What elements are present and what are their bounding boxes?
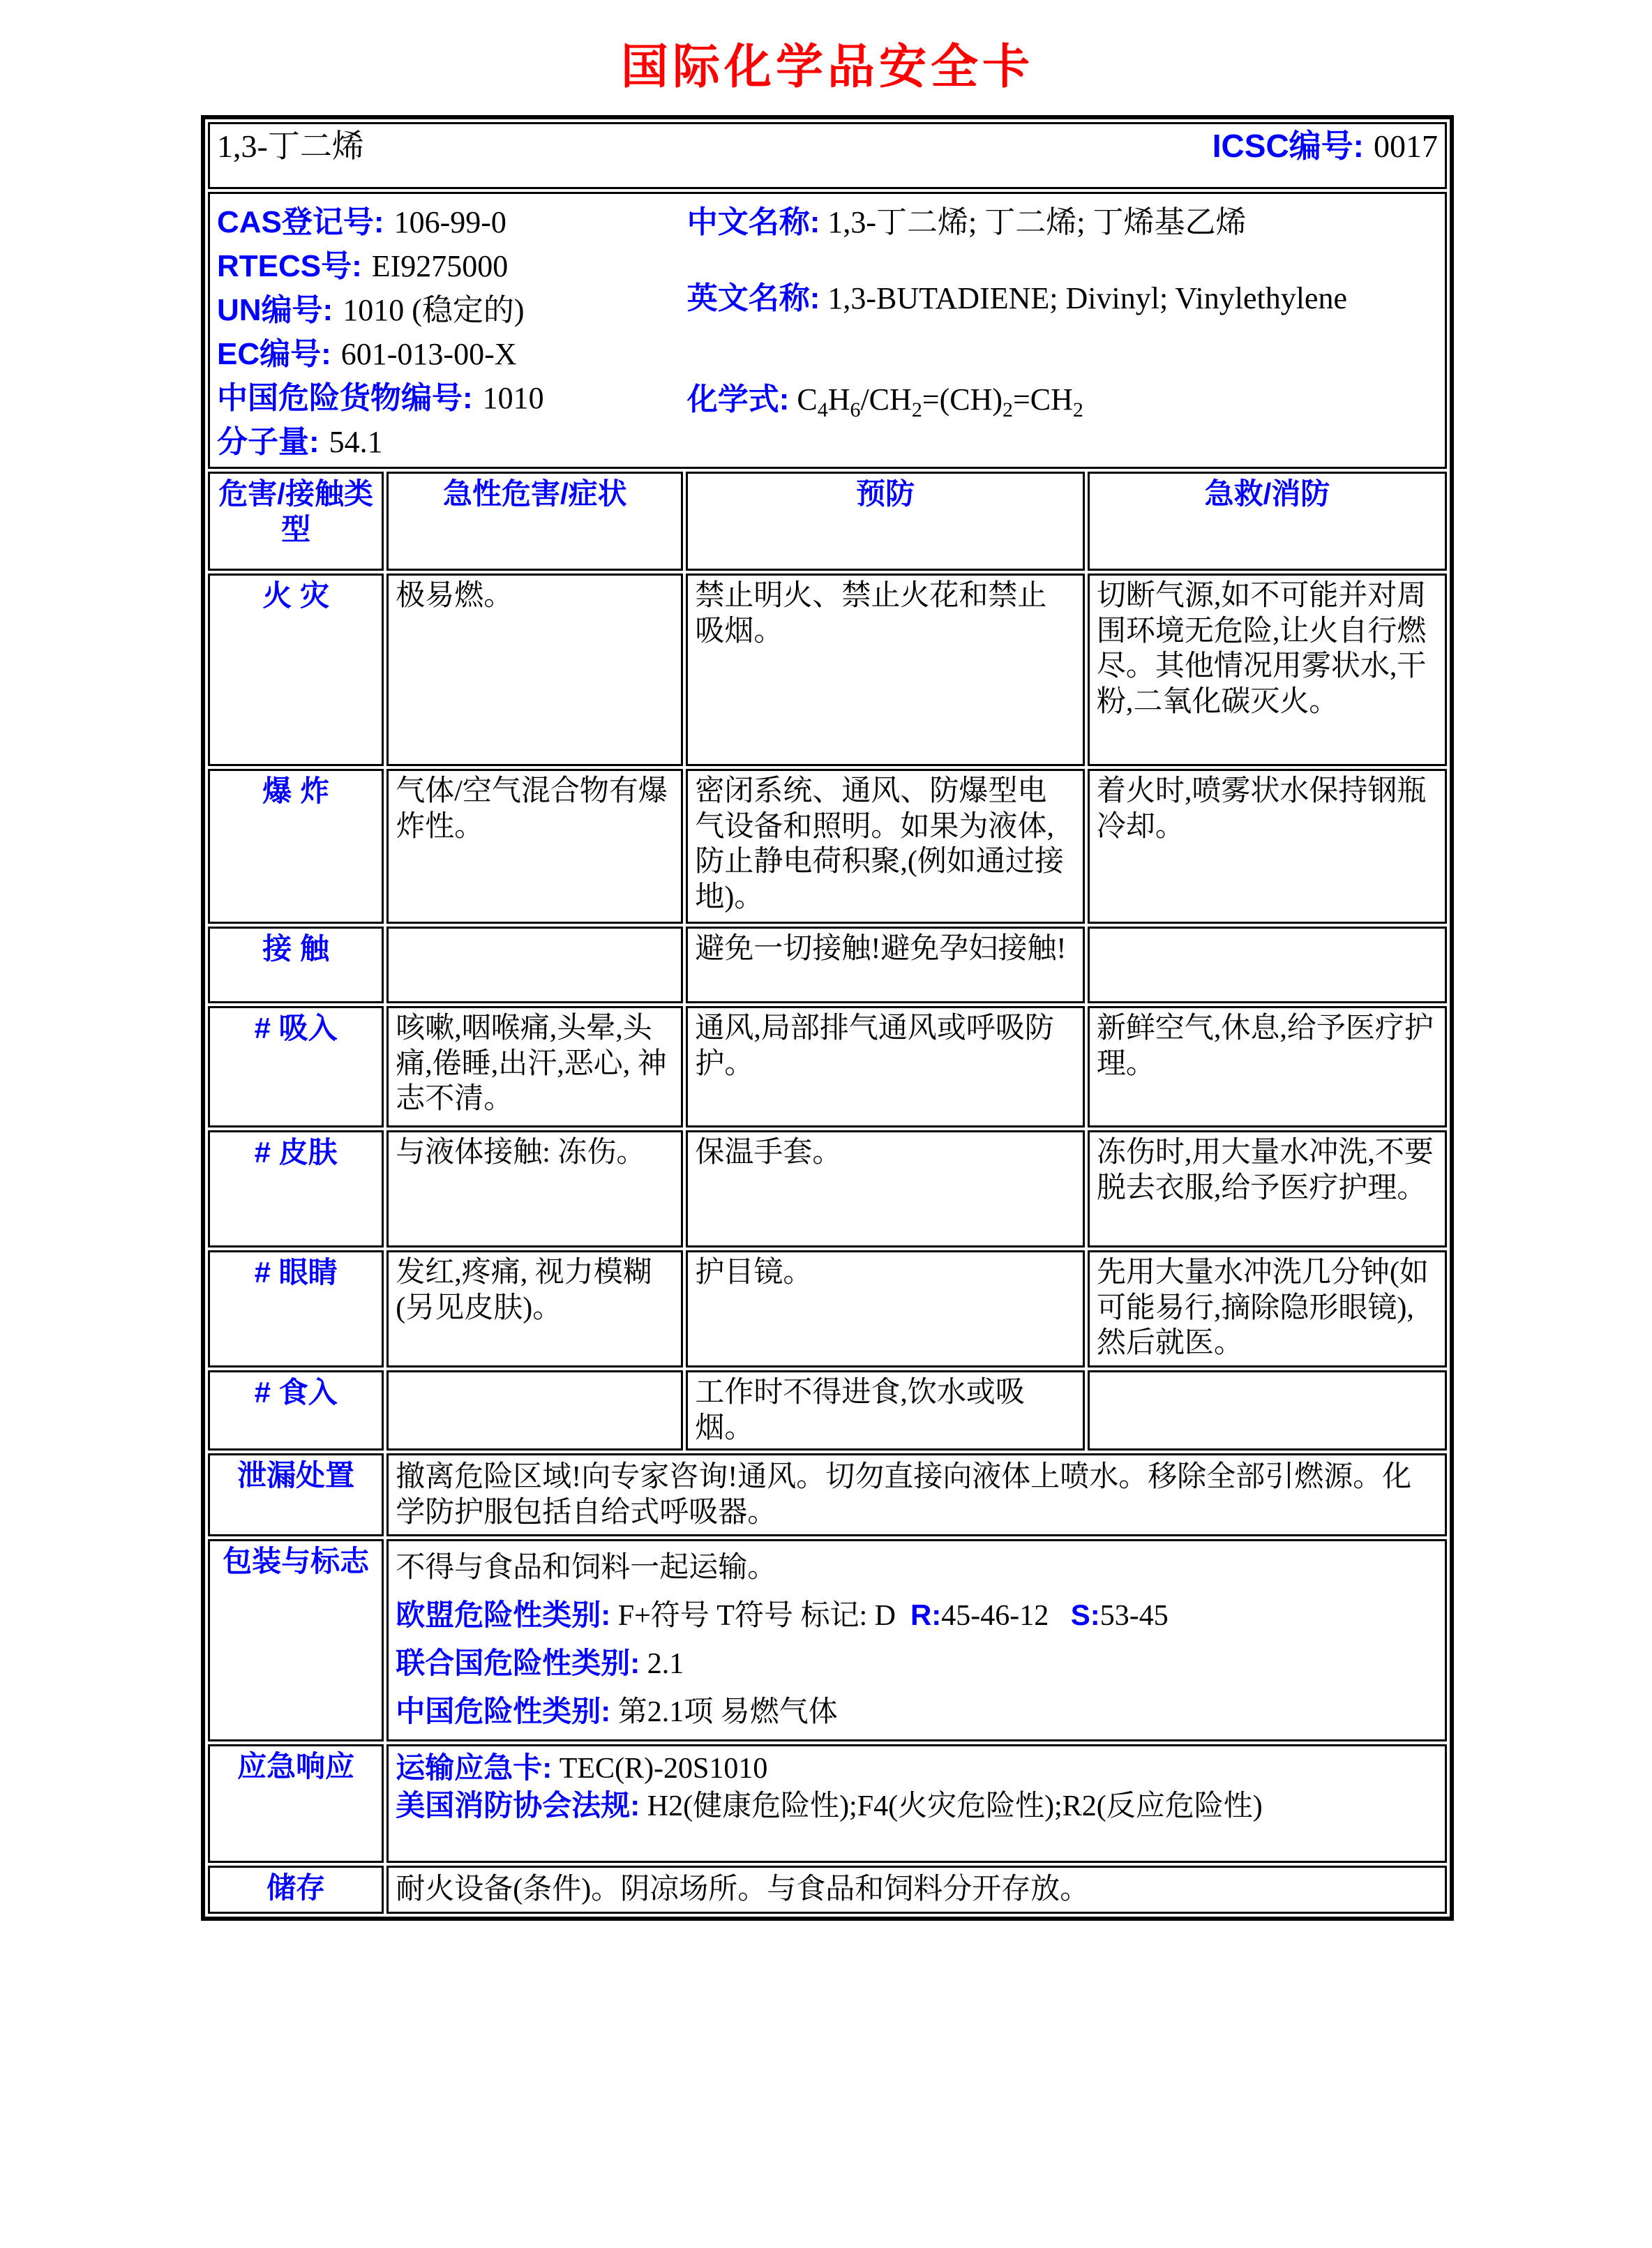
molweight-label: 分子量: (217, 424, 320, 459)
explosion-label: 爆 炸 (208, 769, 384, 924)
row-spill-disposal (208, 1453, 1447, 1536)
exposure-prevention: 避免一切接触!避免孕妇接触! (686, 927, 1085, 1003)
row-eyes (208, 1250, 1447, 1367)
ingestion-firstaid (1088, 1370, 1447, 1451)
inhalation-symptoms: 咳嗽,咽喉痛,头晕,头痛,倦睡,出汗,恶心, 神志不清。 (386, 1006, 683, 1127)
header-firstaid-firefighting: 急救/消防 (1088, 472, 1447, 571)
fire-symptoms: 极易燃。 (386, 574, 683, 766)
row-inhalation (208, 1006, 1447, 1127)
un-value: 1010 (稳定的) (343, 292, 525, 327)
english-name-label: 英文名称: (686, 280, 820, 315)
ec-label: EC编号: (217, 336, 331, 371)
chinese-name-label: 中文名称: (686, 205, 820, 239)
row-packaging-labeling (208, 1539, 1447, 1741)
cas-number-line (217, 201, 687, 245)
china-dg-number-line (217, 377, 687, 421)
cas-value: 106-99-0 (393, 205, 506, 239)
rtecs-label: RTECS号: (217, 248, 362, 283)
row-ingestion (208, 1370, 1447, 1451)
chemical-name: 1,3-丁二烯 (217, 128, 364, 164)
ec-value: 601-013-00-X (340, 336, 517, 371)
row-exposure (208, 927, 1447, 1003)
formula-label: 化学式: (686, 382, 790, 417)
page-title: 国际化学品安全卡 (620, 40, 1034, 93)
emergency-response-content: 运输应急卡: TEC(R)-20S1010 美国消防协会法规: H2(健康危险性);F4(火灾危险性);R2(反应危险性) (386, 1744, 1447, 1863)
card-title-row (208, 122, 1447, 189)
icsc-number-value: 0017 (1374, 128, 1438, 164)
inhalation-label: # 吸入 (208, 1006, 384, 1127)
spill-disposal-content: 撤离危险区域!向专家咨询!通风。切勿直接向液体上喷水。移除全部引燃源。化学防护服包括自给式呼吸器。 (386, 1453, 1447, 1536)
identification-row (208, 192, 1447, 469)
id-numbers-column (217, 197, 687, 464)
fire-prevention: 禁止明火、禁止火花和禁止吸烟。 (686, 574, 1085, 766)
explosion-prevention: 密闭系统、通风、防爆型电气设备和照明。如果为液体,防止静电荷积聚,(例如通过接地)。 (686, 769, 1085, 924)
molweight-value: 54.1 (329, 424, 383, 459)
identification-cell (208, 192, 1447, 469)
explosion-firstaid: 着火时,喷雾状水保持钢瓶冷却。 (1088, 769, 1447, 924)
explosion-symptoms: 气体/空气混合物有爆炸性。 (386, 769, 683, 924)
emergency-response-label: 应急响应 (208, 1744, 384, 1863)
names-column (687, 197, 1438, 464)
icsc-number-label: ICSC编号: (1212, 128, 1364, 164)
eyes-symptoms: 发红,疼痛, 视力模糊(另见皮肤)。 (386, 1250, 683, 1367)
un-number-line (217, 289, 687, 333)
safety-card-table (201, 115, 1454, 1921)
ingestion-prevention: 工作时不得进食,饮水或吸烟。 (686, 1370, 1085, 1451)
row-storage (208, 1866, 1447, 1913)
english-name-line (687, 277, 1438, 321)
exposure-label: 接 触 (208, 927, 384, 1003)
formula-line (687, 378, 1438, 422)
skin-prevention: 保温手套。 (686, 1130, 1085, 1247)
eyes-label: # 眼睛 (208, 1250, 384, 1367)
exposure-firstaid (1088, 927, 1447, 1003)
packaging-labeling-label: 包装与标志 (208, 1539, 384, 1741)
spill-disposal-label: 泄漏处置 (208, 1453, 384, 1536)
fire-label: 火 灾 (208, 574, 384, 766)
ec-number-line (217, 333, 687, 377)
inhalation-prevention: 通风,局部排气通风或呼吸防护。 (686, 1006, 1085, 1127)
skin-firstaid: 冻伤时,用大量水冲洗,不要脱去衣服,给予医疗护理。 (1088, 1130, 1447, 1247)
chinese-name-value: 1,3-丁二烯; 丁二烯; 丁烯基乙烯 (827, 205, 1247, 239)
fire-firstaid: 切断气源,如不可能并对周围环境无危险,让火自行燃尽。其他情况用雾状水,干粉,二氧化碳灭火。 (1088, 574, 1447, 766)
rtecs-number-line (217, 245, 687, 289)
row-skin (208, 1130, 1447, 1247)
storage-content: 耐火设备(条件)。阴凉场所。与食品和饲料分开存放。 (386, 1866, 1447, 1913)
hazard-header-row (208, 472, 1447, 571)
ingestion-symptoms (386, 1370, 683, 1451)
chinese-name-line (687, 201, 1438, 245)
header-acute-symptoms: 急性危害/症状 (386, 472, 683, 571)
un-label: UN编号: (217, 292, 333, 327)
eyes-firstaid: 先用大量水冲洗几分钟(如可能易行,摘除隐形眼镜),然后就医。 (1088, 1250, 1447, 1367)
eyes-prevention: 护目镜。 (686, 1250, 1085, 1367)
skin-symptoms: 与液体接触: 冻伤。 (386, 1130, 683, 1247)
china-dg-label: 中国危险货物编号: (217, 380, 473, 415)
document-content (201, 29, 1454, 1921)
header-hazard-type: 危害/接触类型 (208, 472, 384, 571)
packaging-labeling-content: 不得与食品和饲料一起运输。 欧盟危险性类别: F+符号 T符号 标记: D R:45-46-12 S:53-45 联合国危险性类别: 2.1 中国危险性类别: 第2.1项 易燃气体 (386, 1539, 1447, 1741)
ingestion-label: # 食入 (208, 1370, 384, 1451)
formula-value: $C_4H_6/CH_2=(CH)_2=CH_2$ (797, 382, 1083, 421)
header-prevention: 预防 (686, 472, 1085, 571)
row-explosion (208, 769, 1447, 924)
skin-label: # 皮肤 (208, 1130, 384, 1247)
row-fire (208, 574, 1447, 766)
china-dg-value: 1010 (482, 380, 544, 415)
card-title-cell (208, 122, 1447, 189)
cas-label: CAS登记号: (217, 205, 384, 239)
icsc-number (1212, 127, 1438, 165)
storage-label: 储存 (208, 1866, 384, 1913)
exposure-symptoms (386, 927, 683, 1003)
inhalation-firstaid: 新鲜空气,休息,给予医疗护理。 (1088, 1006, 1447, 1127)
english-name-value: 1,3-BUTADIENE; Divinyl; Vinylethylene (827, 280, 1347, 315)
molecular-weight-line (217, 421, 687, 465)
row-emergency-response (208, 1744, 1447, 1863)
rtecs-value: EI9275000 (371, 248, 509, 283)
